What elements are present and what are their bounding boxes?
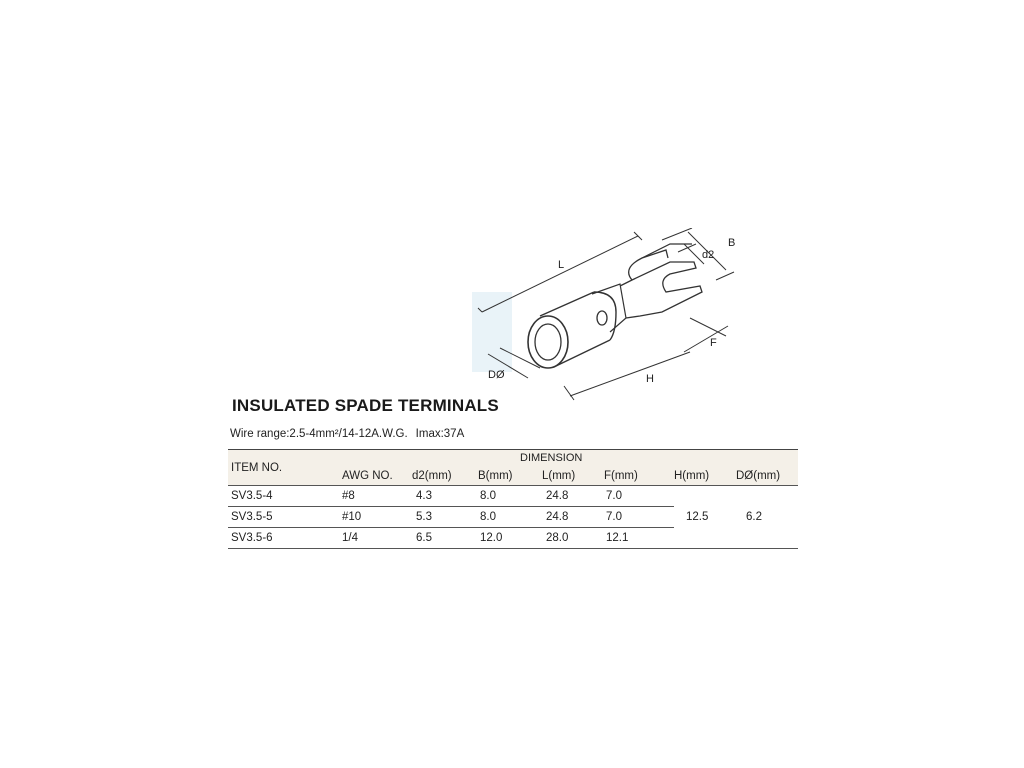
- cell-d-shared: 6.2: [746, 511, 762, 523]
- header-d2: d2(mm): [412, 469, 452, 482]
- wire-range: Wire range:2.5-4mm²/14-12A.W.G.: [230, 428, 408, 440]
- cell-awg: #8: [342, 490, 355, 502]
- imax: Imax:37A: [415, 428, 465, 440]
- label-D: DØ: [488, 369, 505, 381]
- label-H: H: [646, 373, 654, 385]
- label-F: F: [710, 337, 717, 349]
- header-d: DØ(mm): [736, 469, 781, 482]
- label-B: B: [728, 237, 736, 249]
- label-L: L: [558, 259, 565, 271]
- table-row: [228, 486, 798, 507]
- spec-table-wrapper: [228, 449, 798, 549]
- cell-b: 12.0: [480, 532, 503, 544]
- label-d2: d2: [702, 249, 715, 261]
- cell-l: 28.0: [546, 532, 569, 544]
- table-body: [228, 486, 798, 549]
- cell-awg: 1/4: [342, 532, 358, 544]
- cell-f: 7.0: [606, 490, 622, 502]
- cell-l: 24.8: [546, 511, 569, 523]
- cell-d2: 4.3: [416, 490, 432, 502]
- header-b: B(mm): [478, 469, 513, 482]
- cell-awg: #10: [342, 511, 362, 523]
- header-h: H(mm): [674, 469, 710, 482]
- cell-item: SV3.5-6: [231, 532, 273, 544]
- spade-terminal-diagram: [470, 228, 770, 408]
- cell-d2: 6.5: [416, 532, 432, 544]
- spec-line: [230, 428, 464, 440]
- cell-f: 12.1: [606, 532, 629, 544]
- cell-l: 24.8: [546, 490, 569, 502]
- page-title: INSULATED SPADE TERMINALS: [232, 396, 499, 415]
- cell-b: 8.0: [480, 511, 496, 523]
- header-l: L(mm): [542, 469, 576, 482]
- table-header: [228, 450, 798, 486]
- cell-item: SV3.5-5: [231, 511, 273, 523]
- header-f: F(mm): [604, 469, 638, 482]
- spec-table: [228, 449, 798, 549]
- header-dimension: DIMENSION: [520, 452, 583, 464]
- cell-d2: 5.3: [416, 511, 432, 523]
- header-item-no: ITEM NO.: [231, 461, 283, 474]
- header-awg: AWG NO.: [342, 469, 393, 482]
- cell-b: 8.0: [480, 490, 496, 502]
- cell-f: 7.0: [606, 511, 622, 523]
- cell-h-shared: 12.5: [686, 511, 709, 523]
- cell-item: SV3.5-4: [231, 490, 273, 502]
